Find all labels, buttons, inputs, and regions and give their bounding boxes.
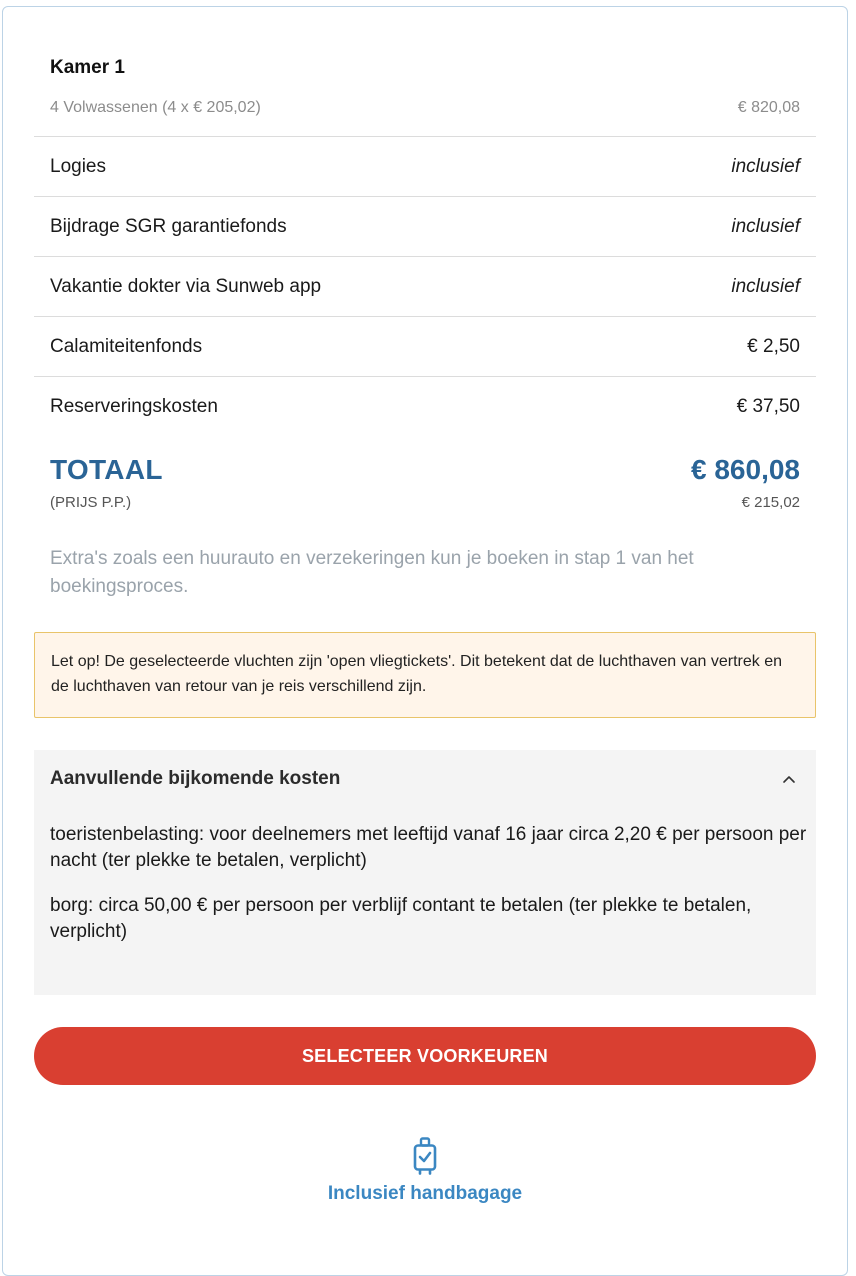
total-price: € 860,08	[691, 454, 800, 485]
notice-text: Let op! De geselecteerde vluchten zijn 'open vliegtickets'. Dit betekent dat de luchthaven van vertrek en de luchthaven van retour van je reis verschillend zijn.	[51, 653, 782, 695]
price-row-label: Vakantie dokter via Sunweb app	[50, 275, 322, 297]
price-summary-card	[2, 6, 848, 1276]
select-preferences-button[interactable]: SELECTEER VOORKEUREN	[34, 1027, 816, 1085]
price-row-logies	[34, 136, 816, 196]
open-ticket-notice	[34, 632, 816, 718]
price-row-reservation	[34, 376, 816, 436]
room-travellers-price: € 820,08	[737, 99, 800, 116]
price-row-label: Reserveringskosten	[50, 395, 218, 417]
additional-costs-panel	[34, 750, 816, 995]
total-label: TOTAAL	[50, 454, 163, 485]
price-row-value: € 37,50	[736, 395, 800, 417]
total-sub-label: (PRIJS P.P.)	[50, 494, 132, 511]
price-row-label: Bijdrage SGR garantiefonds	[50, 215, 287, 237]
price-row-sgr	[34, 196, 816, 256]
baggage-label: Inclusief handbagage	[327, 1183, 523, 1204]
extras-info-text: Extra's zoals een huurauto en verzekeringen kun je boeken in stap 1 van het boekingsproces.	[50, 548, 694, 597]
total-price-per-person: € 215,02	[741, 494, 800, 511]
price-row-label: Logies	[50, 155, 106, 177]
luggage-check-icon	[412, 1137, 438, 1175]
price-row-label: Calamiteitenfonds	[50, 335, 203, 357]
price-row-value: inclusief	[731, 215, 800, 237]
chevron-up-icon[interactable]	[782, 772, 796, 786]
price-row-calamity	[34, 316, 816, 376]
price-rows	[34, 136, 816, 436]
price-row-value: € 2,50	[747, 335, 800, 357]
price-row-doctor	[34, 256, 816, 316]
additional-costs-toggle[interactable]: Aanvullende bijkomende kosten	[50, 768, 341, 789]
room-title: Kamer 1	[50, 57, 125, 78]
price-row-value: inclusief	[731, 155, 800, 177]
additional-cost-item: borg: circa 50,00 € per persoon per verblijf contant te betalen (ter plekke te betalen, verplicht)	[50, 895, 752, 942]
additional-cost-item: toeristenbelasting: voor deelnemers met leeftijd vanaf 16 jaar circa 2,20 € per persoon per nacht (ter plekke te betalen, verplicht)	[50, 824, 807, 871]
room-travellers: 4 Volwassenen (4 x € 205,02)	[50, 99, 261, 116]
price-row-value: inclusief	[731, 275, 800, 297]
